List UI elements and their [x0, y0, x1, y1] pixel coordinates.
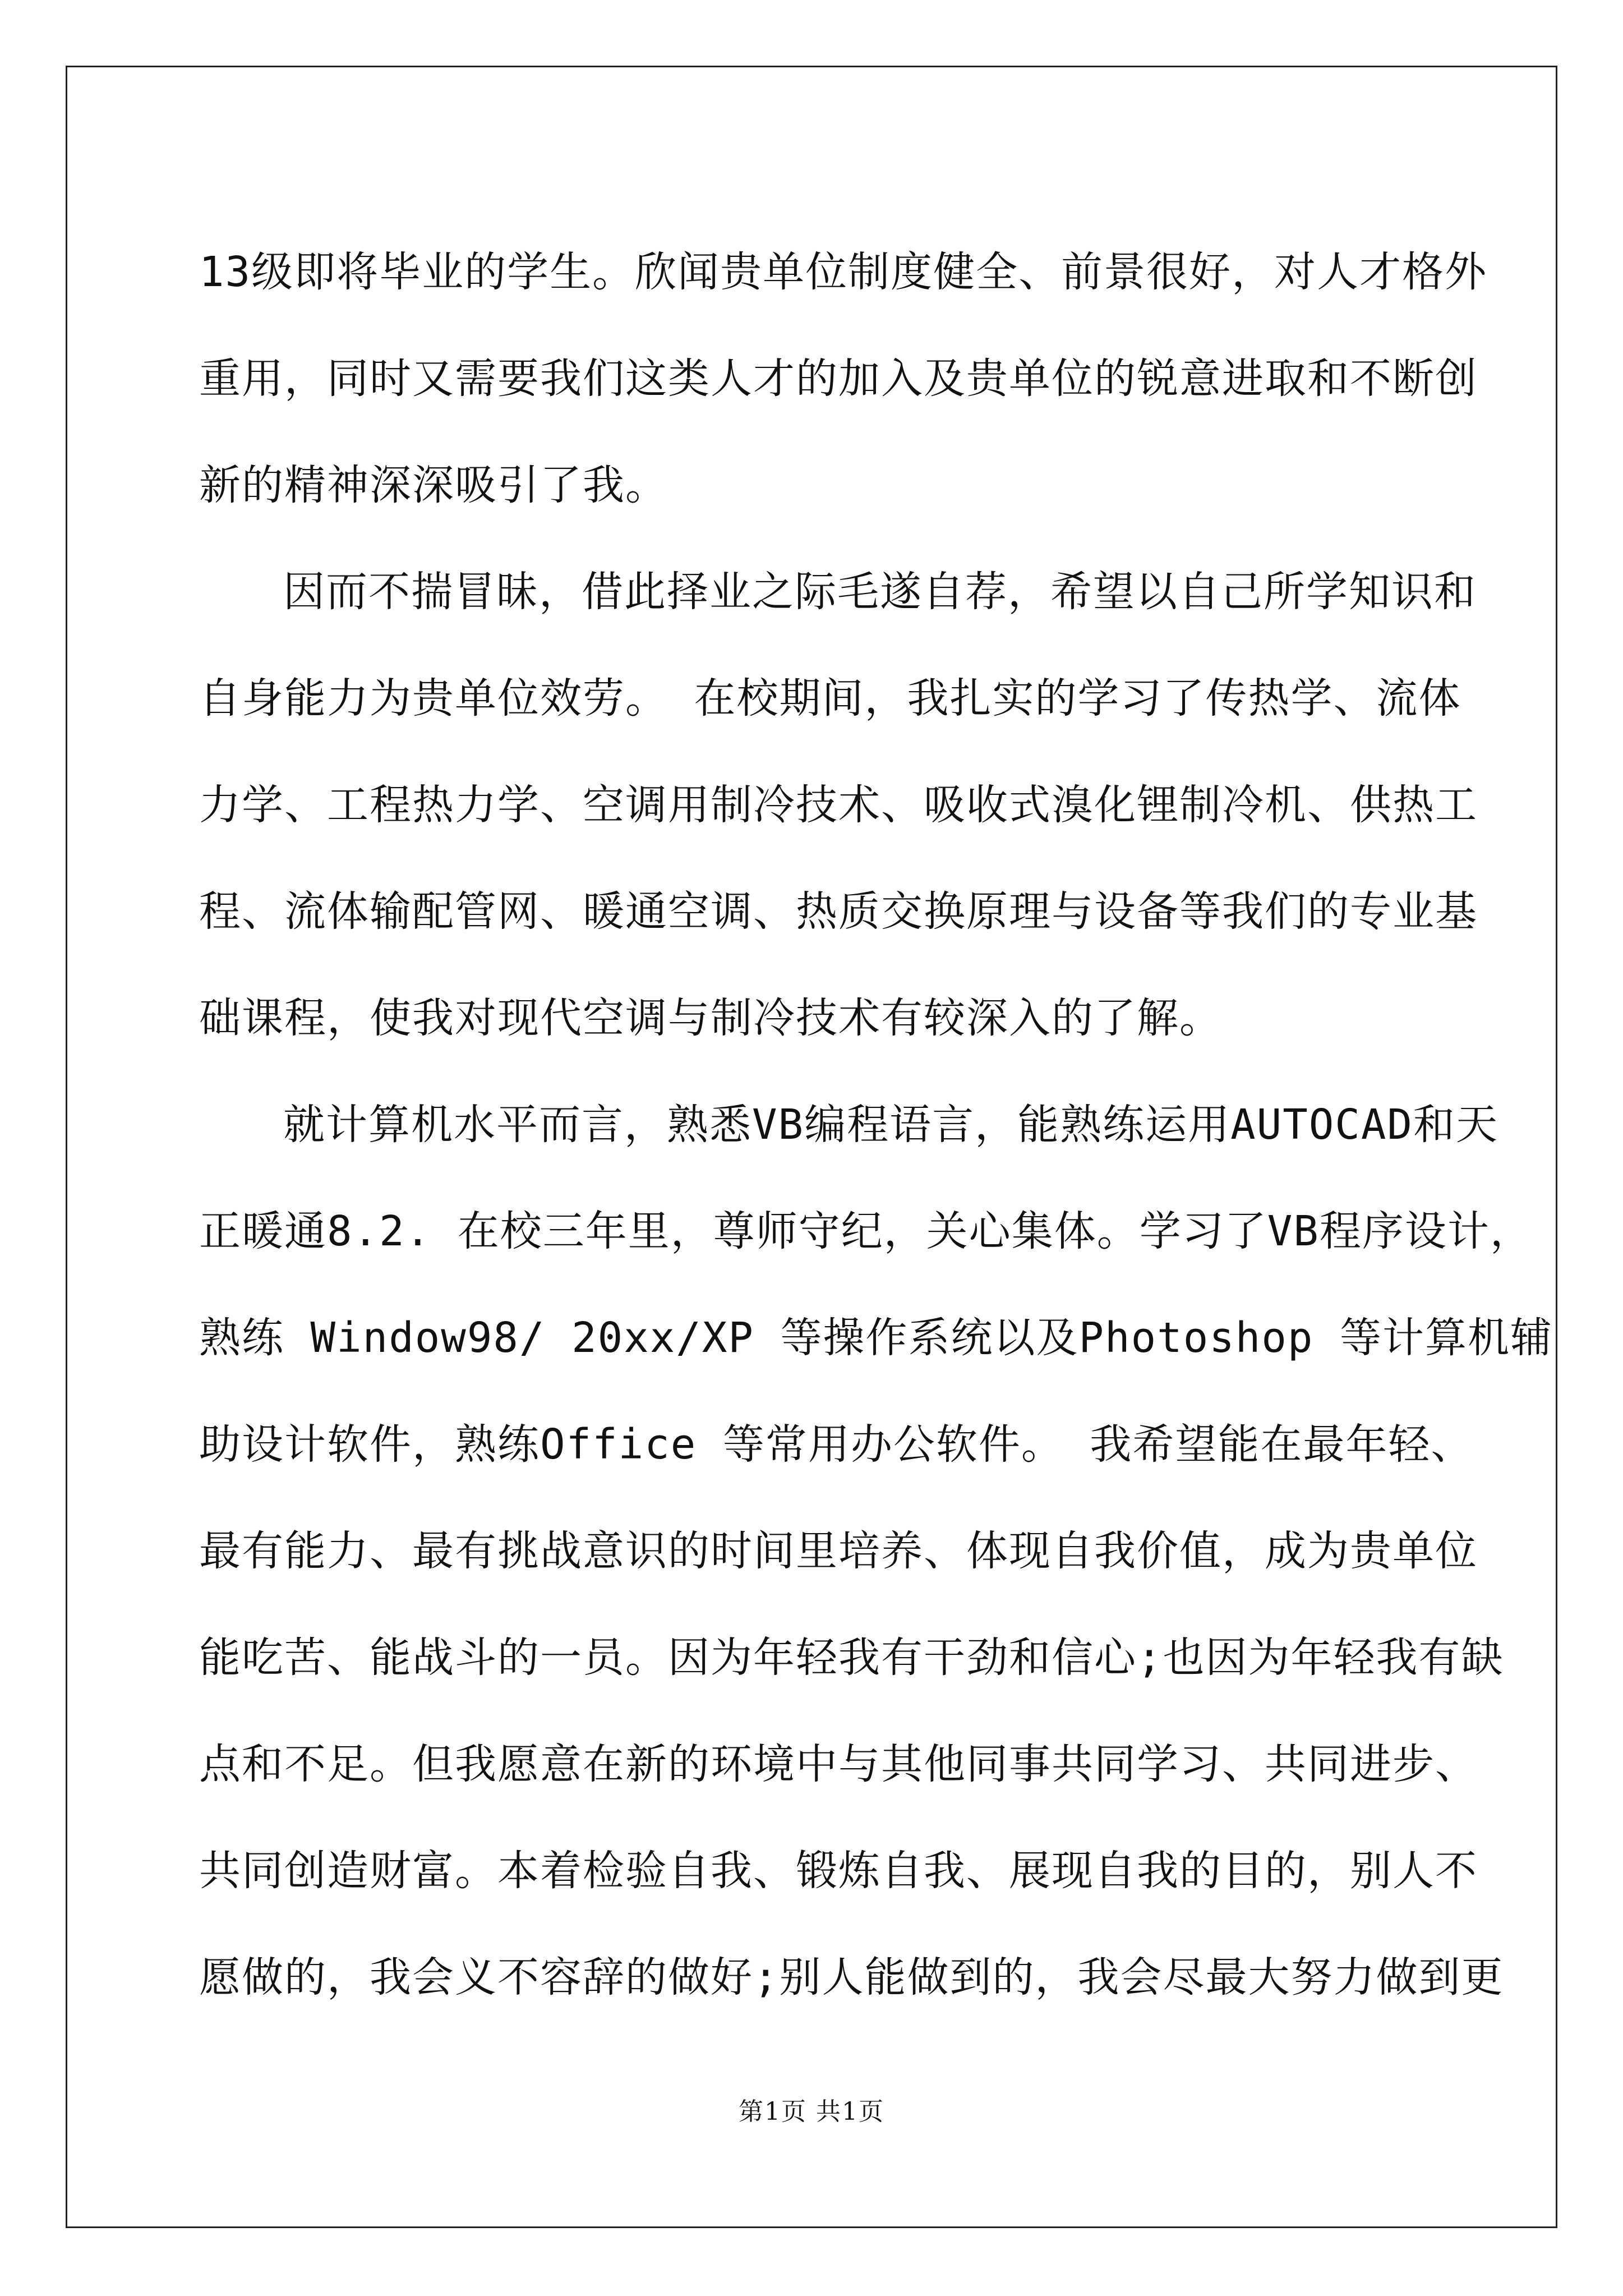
page-number-footer: 第1页 共1页 [739, 2097, 884, 2126]
text-line-14: 能吃苦、能战斗的一员。因为年轻我有干劲和信心;也因为年轻我有缺 [199, 1634, 1504, 1682]
text-line-5: 自身能力为贵单位效劳。 在校期间，我扎实的学习了传热学、流体 [199, 674, 1461, 723]
document-body [199, 219, 1553, 2031]
text-line-3: 新的精神深深吸引了我。 [199, 461, 668, 509]
text-line-9: 就计算机水平而言，熟悉VB编程语言，能熟练运用AUTOCAD和天 [283, 1101, 1498, 1149]
text-line-2: 重用，同时又需要我们这类人才的加入及贵单位的锐意进取和不断创 [199, 355, 1478, 403]
text-line-12: 助设计软件，熟练Office 等常用办公软件。 我希望能在最年轻、 [199, 1420, 1474, 1469]
text-line-16: 共同创造财富。本着检验自我、锻炼自我、展现自我的目的，别人不 [199, 1847, 1478, 1895]
text-line-6: 力学、工程热力学、空调用制冷技术、吸收式溴化锂制冷机、供热工 [199, 781, 1478, 829]
text-line-1: 13级即将毕业的学生。欣闻贵单位制度健全、前景很好，对人才格外 [199, 248, 1488, 296]
text-line-11: 熟练 Window98/ 20xx/XP 等操作系统以及Photoshop 等计算机辅 [199, 1314, 1553, 1362]
text-line-4: 因而不揣冒昧，借此择业之际毛遂自荐，希望以自己所学知识和 [283, 568, 1477, 616]
text-line-17: 愿做的，我会义不容辞的做好;别人能做到的，我会尽最大努力做到更 [199, 1953, 1504, 2001]
text-line-7: 程、流体输配管网、暖通空调、热质交换原理与设备等我们的专业基 [199, 887, 1478, 936]
text-line-13: 最有能力、最有挑战意识的时间里培养、体现自我价值，成为贵单位 [199, 1527, 1478, 1575]
text-line-10: 正暖通8.2. 在校三年里，尊师守纪，关心集体。学习了VB程序设计， [199, 1207, 1533, 1255]
text-line-15: 点和不足。但我愿意在新的环境中与其他同事共同学习、共同进步、 [199, 1740, 1478, 1788]
text-line-8: 础课程，使我对现代空调与制冷技术有较深入的了解。 [199, 994, 1222, 1042]
